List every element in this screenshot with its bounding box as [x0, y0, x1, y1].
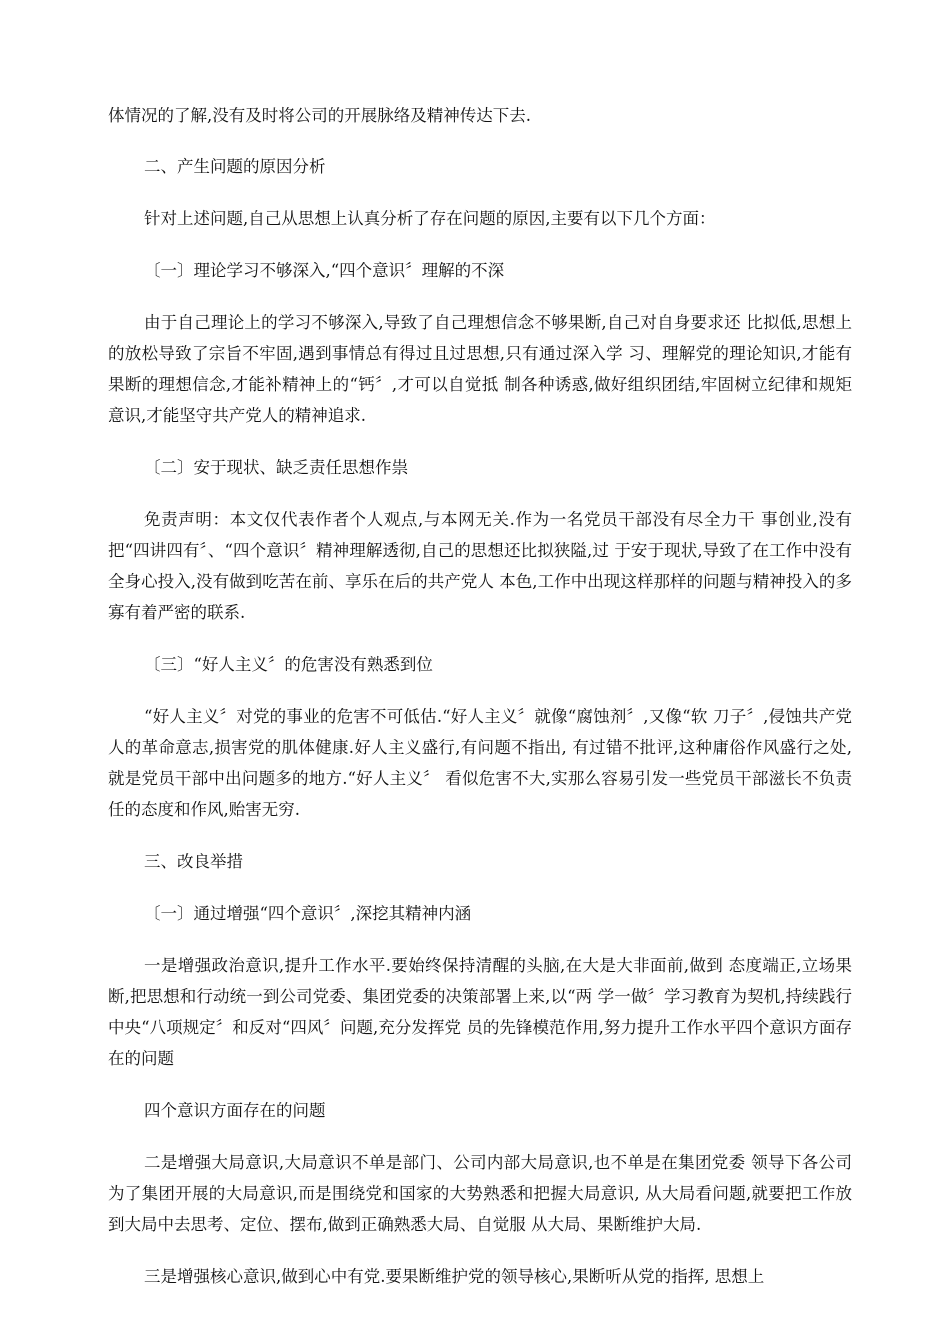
section-heading-3: 三、改良举措 [144, 852, 243, 871]
subheading-2-2: 〔二〕安于现状、缺乏责任思想作祟 [144, 458, 408, 477]
paragraph-4: 由于自己理论上的学习不够深入,导致了自己理想信念不够果断,自己对自身要求还 比拟低,思想上的放松导致了宗旨不牢固,遇到事情总有得过且过思想,只有通过深入学 习、理解党的理论知识,才能有果断的理想信念,才能补精神上的“钙〞,才可以自觉抵 制各种诱惑,做好组织团结,牢固树立纪律和规矩意识,才能坚守共产党人的精神追求. [108, 313, 852, 425]
paragraph-13: 二是增强大局意识,大局意识不单是部门、公司内部大局意识,也不单是在集团党委 领导下各公司为了集团开展的大局意识,而是围绕党和国家的大势熟悉和把握大局意识, 从大局看问题,就要把工作放到大局中去思考、定位、摆布,做到正确熟悉大局、自觉服 从大局、果断维护大局. [108, 1153, 852, 1234]
paragraph-11: 一是增强政治意识,提升工作水平.要始终保持清醒的头脑,在大是大非面前,做到 态度端正,立场果断,把思想和行动统一到公司党委、集团党委的决策部署上来,以“两 学一做〞学习教育为契机,持续践行中央“八项规定〞和反对“四风〞问题,充分发挥党 员的先锋模范作用,努力提升工作水平四个意识方面存在的问题 [108, 956, 852, 1068]
subheading-2-3: 〔三〕“好人主义〞的危害没有熟悉到位 [144, 655, 433, 674]
paragraph-14: 三是增强核心意识,做到心中有党.要果断维护党的领导核心,果断听从党的指挥, 思想上 [144, 1267, 765, 1286]
subheading-2-1: 〔一〕理论学习不够深入,“四个意识〞理解的不深 [144, 261, 505, 280]
section-heading-2: 二、产生问题的原因分析 [144, 157, 326, 176]
paragraph-12: 四个意识方面存在的问题 [144, 1101, 326, 1120]
document-page [108, 100, 852, 1313]
subheading-3-1: 〔一〕通过增强“四个意识〞,深挖其精神内涵 [144, 904, 472, 923]
paragraph-0: 体情况的了解,没有及时将公司的开展脉络及精神传达下去. [108, 106, 531, 125]
paragraph-2: 针对上述问题,自己从思想上认真分析了存在问题的原因,主要有以下几个方面： [144, 209, 716, 228]
paragraph-8: “好人主义〞对党的事业的危害不可低估.“好人主义〞就像“腐蚀剂〞,又像“软 刀子〞,侵蚀共产党人的革命意志,损害党的肌体健康.好人主义盛行,有问题不指出, 有过错不批评,这种庸俗作风盛行之处,就是党员干部中出问题多的地方.“好人主义〞 看似危害不大,实那么容易引发一些党员干部滋长不负责任的态度和作风,贻害无穷. [108, 707, 852, 819]
paragraph-6: 免责声明：本文仅代表作者个人观点,与本网无关.作为一名党员干部没有尽全力干 事创业,没有把“四讲四有〞、“四个意识〞精神理解透彻,自己的思想还比拟狭隘,过 于安于现状,导致了在工作中没有全身心投入,没有做到吃苦在前、享乐在后的共产党人 本色,工作中出现这样那样的问题与精神投入的多寡有着严密的联系. [108, 510, 852, 622]
